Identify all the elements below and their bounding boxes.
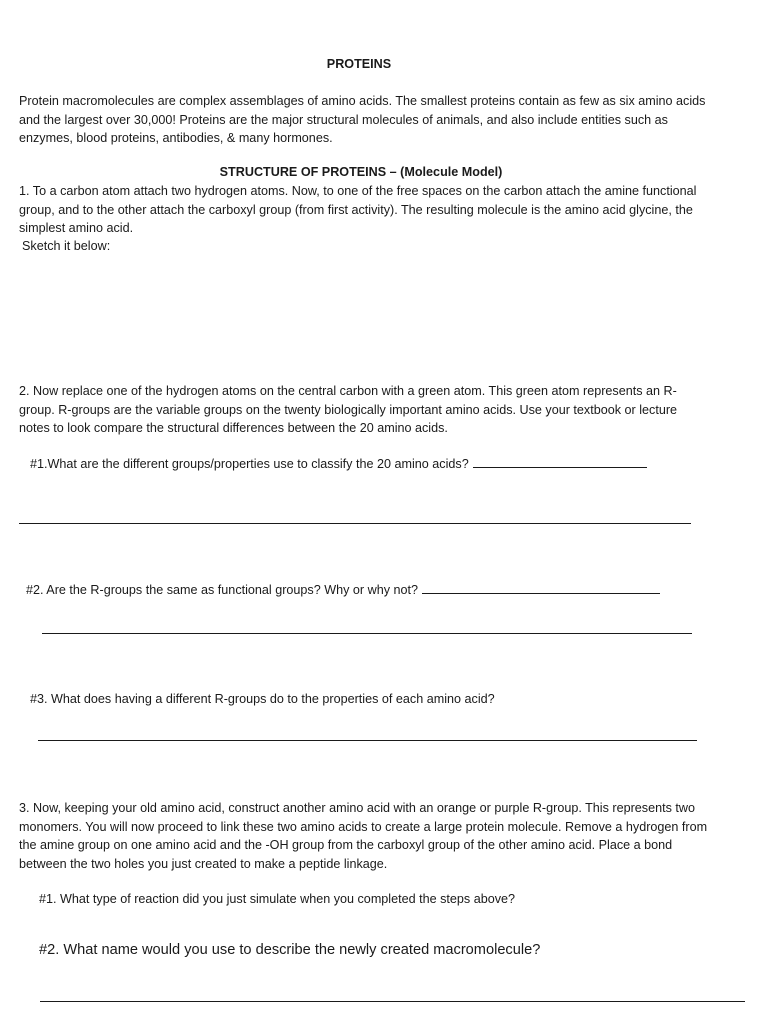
step-1-instructions: 1. To a carbon atom attach two hydrogen atoms. Now, to one of the free spaces on the carbon attach the amine functional group, and to the other attach the carboxyl group (from first activity). The resulting molecule is the amino acid glycine, the simplest amino acid. bbox=[19, 184, 697, 235]
answer-line[interactable] bbox=[422, 581, 660, 594]
sketch-area[interactable] bbox=[19, 262, 709, 372]
question-2-1-text: #1.What are the different groups/properties use to classify the 20 amino acids? bbox=[30, 457, 469, 471]
section-heading: STRUCTURE OF PROTEINS – (Molecule Model) bbox=[219, 165, 503, 179]
answer-line[interactable] bbox=[19, 523, 691, 524]
question-2-2-text: #2. Are the R-groups the same as functional groups? Why or why not? bbox=[26, 583, 419, 597]
step-2-instructions: 2. Now replace one of the hydrogen atoms on the central carbon with a green atom. This green atom represents an R-group. R-groups are the variable groups on the twenty biologically important amino acids. Use your textbook or lecture notes to look compare the structural differences between the 20 amino acids. bbox=[19, 384, 678, 435]
intro-paragraph: Protein macromolecules are complex assemblages of amino acids. The smallest proteins contain as few as six amino acids and the largest over 30,000! Proteins are the major structural molecules of animals, and also include entities such as enzymes, blood proteins, antibodies, & many hormones. bbox=[19, 94, 706, 145]
answer-line[interactable] bbox=[473, 455, 647, 468]
question-3-1 bbox=[39, 890, 515, 908]
question-3-2 bbox=[39, 941, 540, 959]
question-2-3-text: #3. What does having a different R-groups do to the properties of each amino acid? bbox=[30, 692, 495, 706]
answer-line[interactable] bbox=[38, 740, 697, 741]
sketch-prompt: Sketch it below: bbox=[22, 239, 111, 253]
page-title: PROTEINS bbox=[326, 57, 392, 71]
question-2-2 bbox=[26, 581, 660, 599]
answer-line[interactable] bbox=[42, 633, 692, 634]
question-2-1 bbox=[30, 455, 647, 473]
question-2-3 bbox=[30, 690, 495, 708]
question-3-2-text: #2. What name would you use to describe the newly created macromolecule? bbox=[39, 942, 541, 958]
question-3-1-text: #1. What type of reaction did you just simulate when you completed the steps above? bbox=[39, 892, 516, 906]
answer-line[interactable] bbox=[40, 1001, 745, 1002]
step-3-instructions: 3. Now, keeping your old amino acid, construct another amino acid with an orange or purple R-group. This represents two monomers. You will now proceed to link these two amino acids to create a large protein molecule. Remove a hydrogen from the amine group on one amino acid and the -OH group from the carboxyl group of the other amino acid. Place a bond between the two holes you just created to make a peptide linkage. bbox=[19, 801, 708, 871]
